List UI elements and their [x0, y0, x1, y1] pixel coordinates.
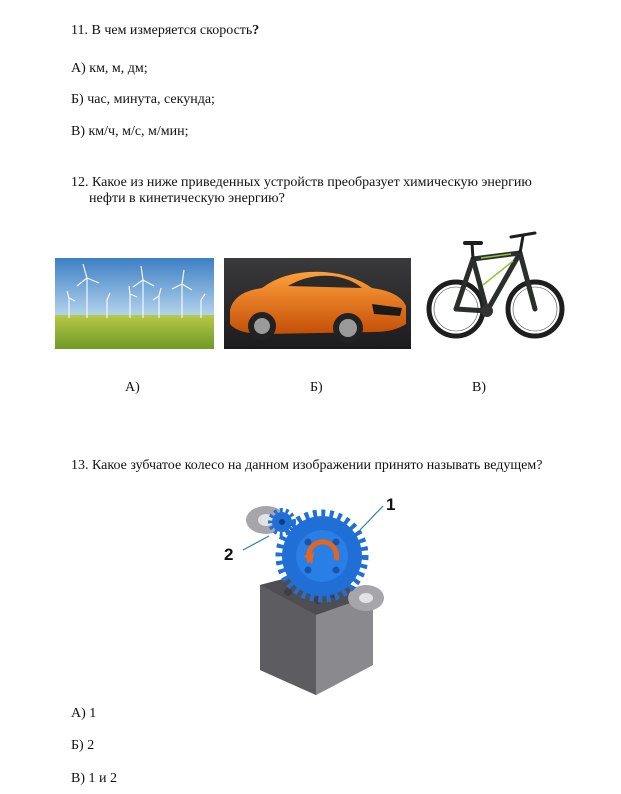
q12-question: 12. Какое из ниже приведенных устройств преобразует химическую энергию нефти в кинетическую энергию? [71, 175, 532, 206]
q11-question: 11. В чем измеряется скорость? [71, 23, 260, 38]
q13-question: 13. Какое зубчатое колесо на данном изображении принято называть ведущем? [71, 458, 543, 473]
q11-option-c: В) км/ч, м/с, м/мин; [71, 124, 189, 139]
q13-option-c: В) 1 и 2 [71, 771, 117, 786]
bicycle-image [423, 225, 566, 349]
q12-caption-a: А) [125, 380, 140, 395]
gear-label-1: 1 [386, 495, 396, 514]
q13-option-a: А) 1 [71, 706, 97, 721]
q12-caption-b: Б) [310, 380, 323, 395]
q13-option-b: Б) 2 [71, 738, 95, 753]
q11-option-a: А) км, м, дм; [71, 61, 148, 76]
wind-turbines-image [55, 258, 214, 349]
orange-car-image [224, 258, 411, 349]
gear-label-2: 2 [224, 545, 234, 564]
q11-option-b: Б) час, минута, секунда; [71, 92, 215, 107]
q12-caption-c: В) [472, 380, 486, 395]
gear-mechanism-image [218, 490, 408, 700]
